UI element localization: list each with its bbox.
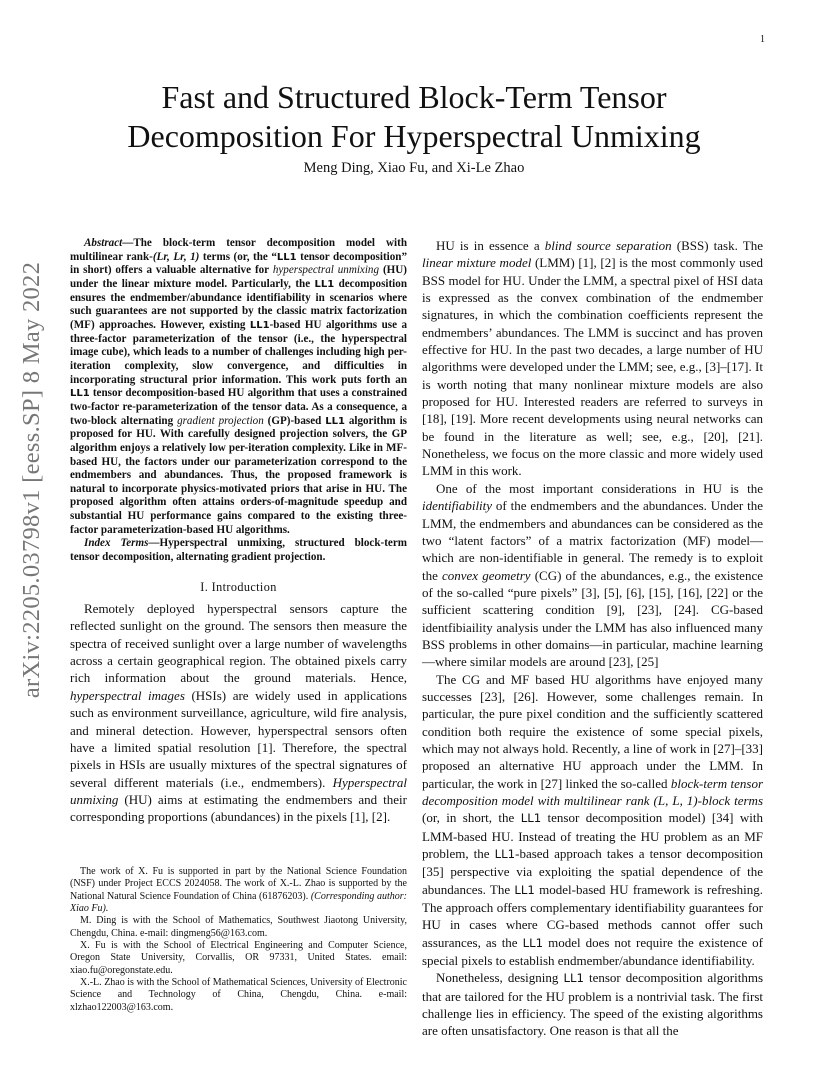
section-heading: I. Introduction <box>200 579 277 594</box>
index-terms: Index Terms—Hyperspectral unmixing, structured block-term tensor decomposition, alternating gradient projection. <box>70 537 407 564</box>
footnote-fu: X. Fu is with the School of Electrical Engineering and Computer Science, Oregon State University, Corvallis, OR 97331, United States. email: xiao.fu@oregonstate.edu. <box>70 940 407 976</box>
footnote-funding: The work of X. Fu is supported in part by the National Science Foundation (NSF) under Project ECCS 2024058. The work of X.-L. Zhao is supported by the National Natural Science Foundation of China (61876203). (Corresponding author: Xiao Fu). <box>70 866 407 915</box>
title-line-1: Fast and Structured Block-Term Tensor <box>161 79 667 115</box>
rank-math: (Lr, Lr, 1) <box>152 250 200 263</box>
footnote-zhao: X.-L. Zhao is with the School of Mathematical Sciences, University of Electronic Science and Technology of China, Chengdu, China. e-mail: xlzhao122003@163.com. <box>70 977 407 1013</box>
body-paragraph-3: The CG and MF based HU algorithms have enjoyed many successes [23], [26]. However, some challenges remain. In particular, the pure pixel condition and the sufficiently scattered condition both require the existence of some special pixels, which may not always hold. Recently, a line of work in [27]–[33] proposed an alternative HU approach under the LMM. In particular, the work in [27] linked the so-called block-term tensor decomposition model with multilinear rank (L, L, 1)-block terms (or, in short, the LL1 tensor decomposition model) [34] with LMM-based HU. Instead of treating the HU problem as an MF problem, the LL1-based approach takes a tensor decomposition [35] perspective via exploiting the spatial dependence of the abundances. The LL1 model-based HU framework is refreshing. The approach offers complementary identifiability guarantees for HU in cases where CG-based methods cannot offer such assurances, as the LL1 model does not require the existence of special pixels to establish endmember/abundance identifiability. <box>422 671 764 969</box>
title-line-2: Decomposition For Hyperspectral Unmixing <box>127 118 701 154</box>
right-column <box>422 237 763 1040</box>
footnotes <box>70 866 407 1014</box>
authors: Meng Ding, Xiao Fu, and Xi-Le Zhao <box>303 160 525 176</box>
intro-paragraph: Remotely deployed hyperspectral sensors capture the reflected sunlight on the ground. The sensors then measure the spectra of received sunlight over a large number of wavelengths across a certain geographical region. The obtained pixels carry rich information about the ground materials. Hence, hyperspectral images (HSIs) are widely used in applications such as environment surveillance, agriculture, wild fire analysis, and mineral detection. However, hyperspectral sensors often have a limited spatial resolution [1]. Therefore, the spectral pixels in HSIs are usually mixtures of the spectral signatures of several different materials (i.e., endmembers). Hyperspectral unmixing (HU) aims at estimating the endmembers and their corresponding proportions (abundances) in the pixels [1], [2]. <box>70 601 407 825</box>
body-paragraph-1: HU is in essence a blind source separation (BSS) task. The linear mixture model (LMM) [1], [2] is the most commonly used BSS model for HU. Under the LMM, a spectral pixel of HSI data is expressed as the convex combination of the endmember signatures, in which the combination coefficients represent the endmembers’ abundances. The LMM is succinct and has proven effective for HU. In the past two decades, a large number of HU algorithms were developed under the LMM; see, e.g., [3]–[17]. It is worth noting that many nonlinear mixture models are also proposed for HU. Interested readers are referred to surveys in [18], [19]. More recent developments using neural networks can be found in the literature as well; see, e.g., [20], [21]. Nonetheless, we focus on the more classic and more widely used LMM in this work. <box>422 238 763 479</box>
paper-title <box>80 78 748 156</box>
index-terms-label: Index Terms <box>84 537 149 550</box>
abstract: Abstract—The block-term tensor decomposition model with multilinear rank-(Lr, Lr, 1) terms (or, the “LL1 tensor decomposition” in short) offers a valuable alternative for hyperspectral unmixing (HU) under the linear mixture model. Particularly, the LL1 decomposition ensures the endmember/abundance identifiability in scenarios where such guarantees are not supported by the classic matrix factorization (MF) approaches. However, existing LL1-based HU algorithms use a three-factor parameterization of the tensor (i.e., the hyperspectral image cube), which leads to a number of challenges including high per-iteration complexity, slow convergence, and difficulties in incorporating structural prior information. This work puts forth an LL1 tensor decomposition-based HU algorithm that uses a constrained two-factor re-parameterization of the tensor data. As a consequence, a two-block alternating gradient projection (GP)-based LL1 algorithm is proposed for HU. With carefully designed projection solvers, the GP algorithm enjoys a relatively low per-iteration complexity. Like in MF-based HU, the factors under our parameterization correspond to the endmembers and abundances. Thus, the proposed framework is natural to incorporate physics-motivated priors that arise in HU. The proposed algorithm often attains orders-of-magnitude speedup and substantial HU performance gains compared to the existing three-factor parameterization-based HU algorithms. <box>70 237 408 536</box>
page-number: 1 <box>760 34 765 45</box>
footnote-ding: M. Ding is with the School of Mathematics, Southwest Jiaotong University, Chengdu, China. e-mail: dingmeng56@163.com. <box>70 915 407 939</box>
abstract-label: Abstract <box>84 237 123 249</box>
left-column <box>70 237 407 826</box>
arxiv-id: arXiv:2205.03798v1 [eess.SP] 8 May 2022 <box>18 261 45 699</box>
body-paragraph-2: One of the most important considerations in HU is the identifiability of the endmembers and the abundances. Under the LMM, the endmembers and abundances can be considered as the two “latent factors” of a matrix factorization (MF) model—which are non-identifiable in general. The remedy is to exploit the convex geometry (CG) of the abundances, e.g., the existence of the so-called “pure pixels” [3], [5], [6], [15], [16], [22] or the sufficient scattering condition [9], [23], [24]. CG-based identfibiaility analysis under the LMM has also influenced many BSS problems in other domains—in particular, machine learning—where similar models are around [23], [25] <box>422 480 763 670</box>
body-paragraph-4: Nonetheless, designing LL1 tensor decomposition algorithms that are tailored for the HU problem is a nontrivial task. The first challenge lies in efficiency. The speed of the existing algorithms are often unsatisfactory. One reason is that all the <box>422 970 764 1039</box>
arxiv-stamp <box>18 261 46 699</box>
